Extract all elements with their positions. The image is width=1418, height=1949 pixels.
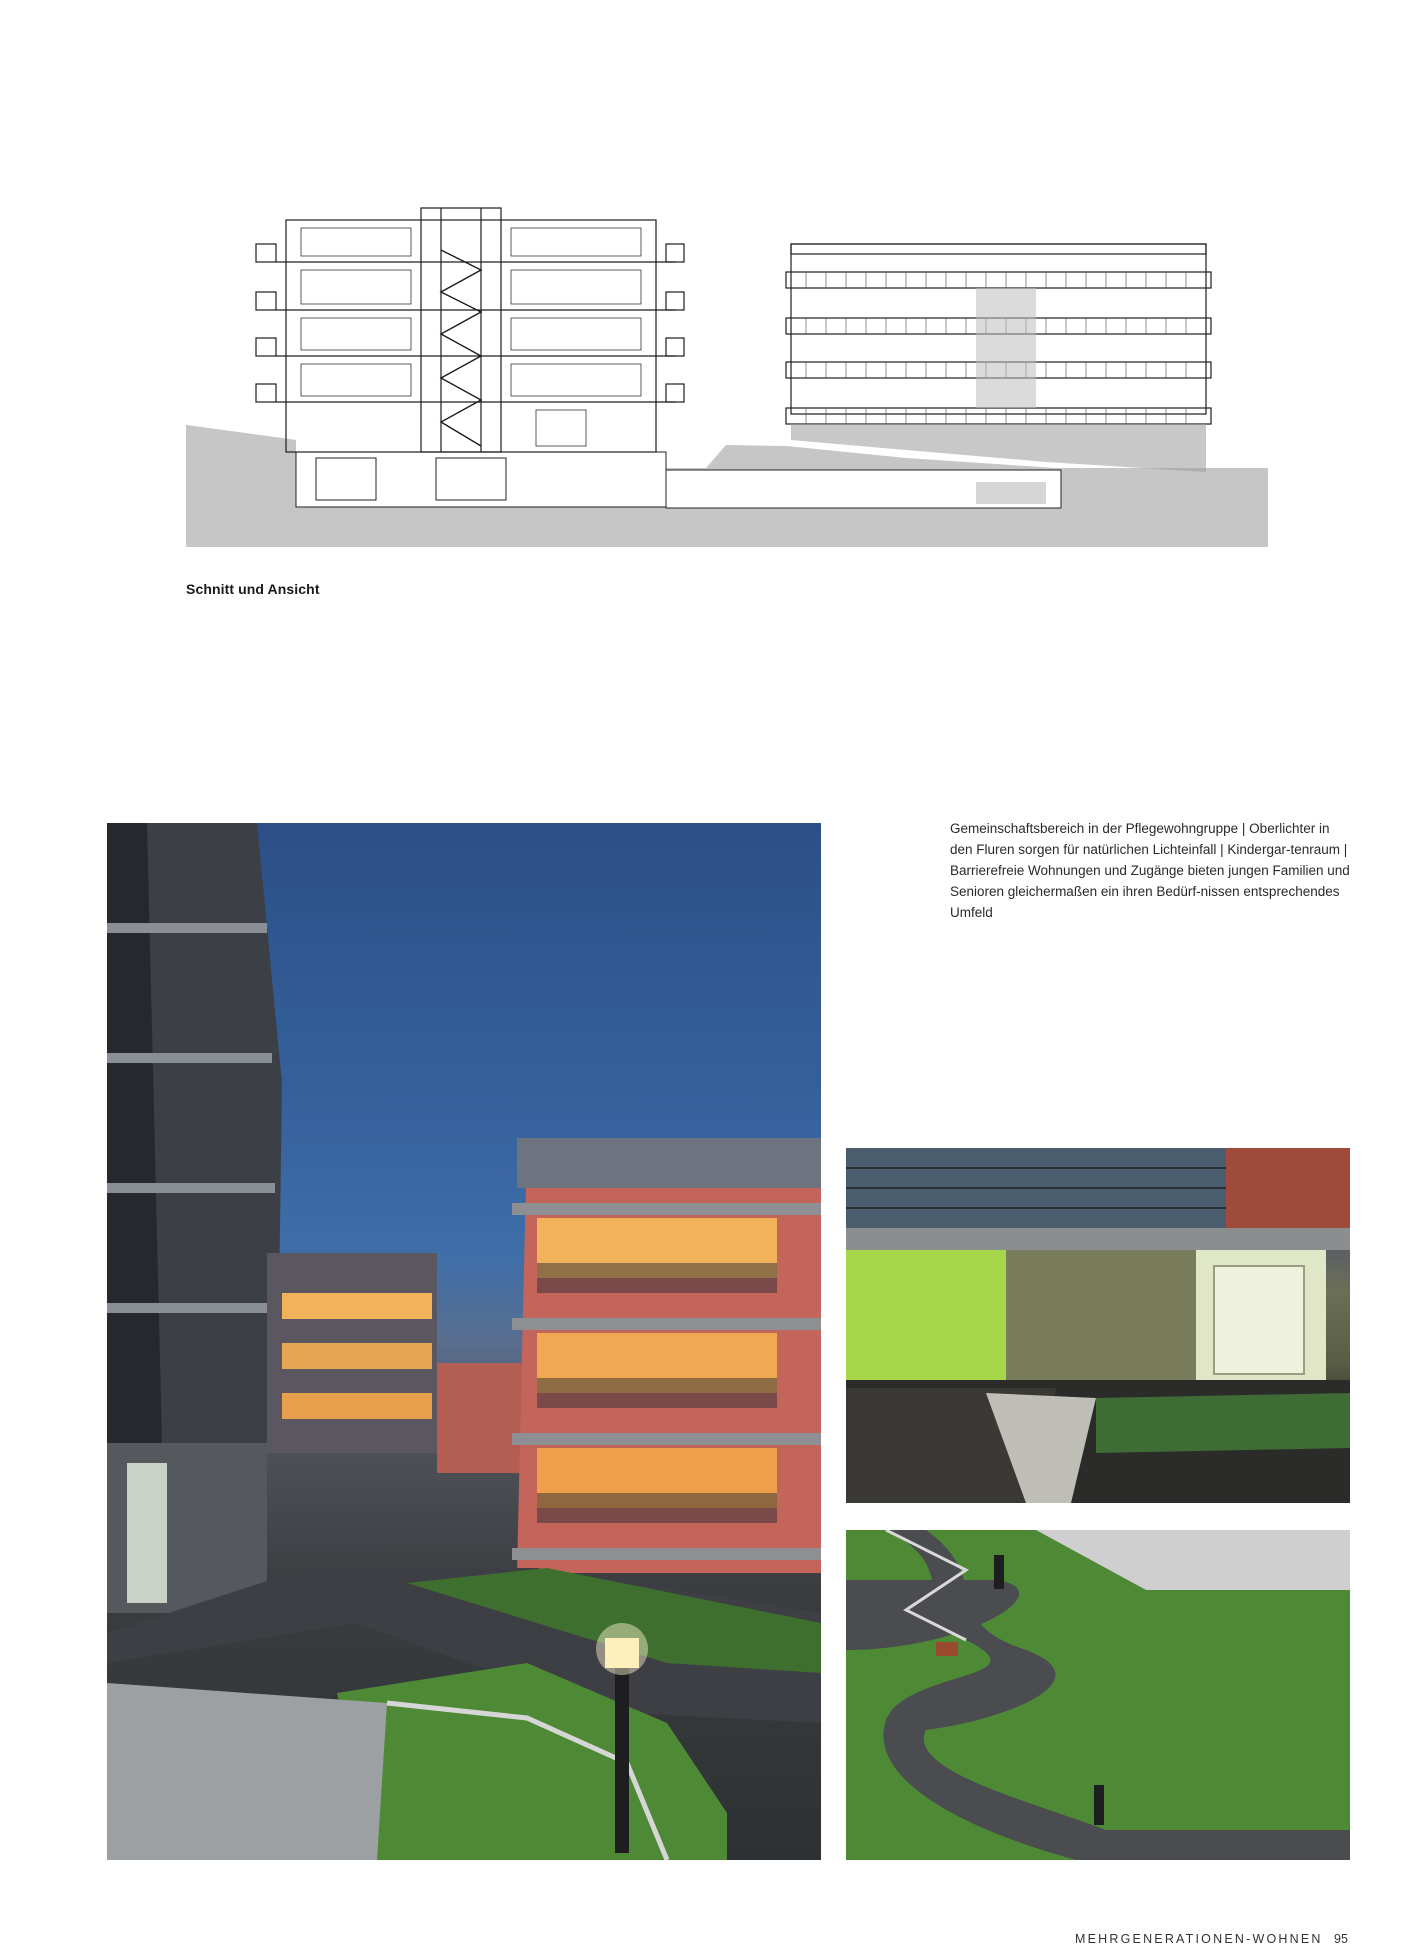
page-number: 95 <box>1334 1932 1348 1946</box>
drawing-caption: Schnitt und Ansicht <box>186 581 320 597</box>
curved-path-lawn-photo <box>846 1530 1350 1860</box>
section-elevation-drawing <box>186 200 1268 547</box>
photo-caption: Gemeinschaftsbereich in der Pflegewohngruppe | Oberlichter in den Fluren sorgen für natürlichen Lichteinfall | Kindergar-tenraum | Barrierefreie Wohnungen und Zugänge bieten jungen Familien und Senioren gleichermaßen ein ihren Bedürf-nissen entsprechendes Umfeld <box>950 821 1350 920</box>
illuminated-entrance-photo <box>846 1148 1350 1503</box>
evening-courtyard-photo <box>107 823 821 1860</box>
section-title: MEHRGENERATIONEN-WOHNEN <box>1075 1932 1323 1946</box>
